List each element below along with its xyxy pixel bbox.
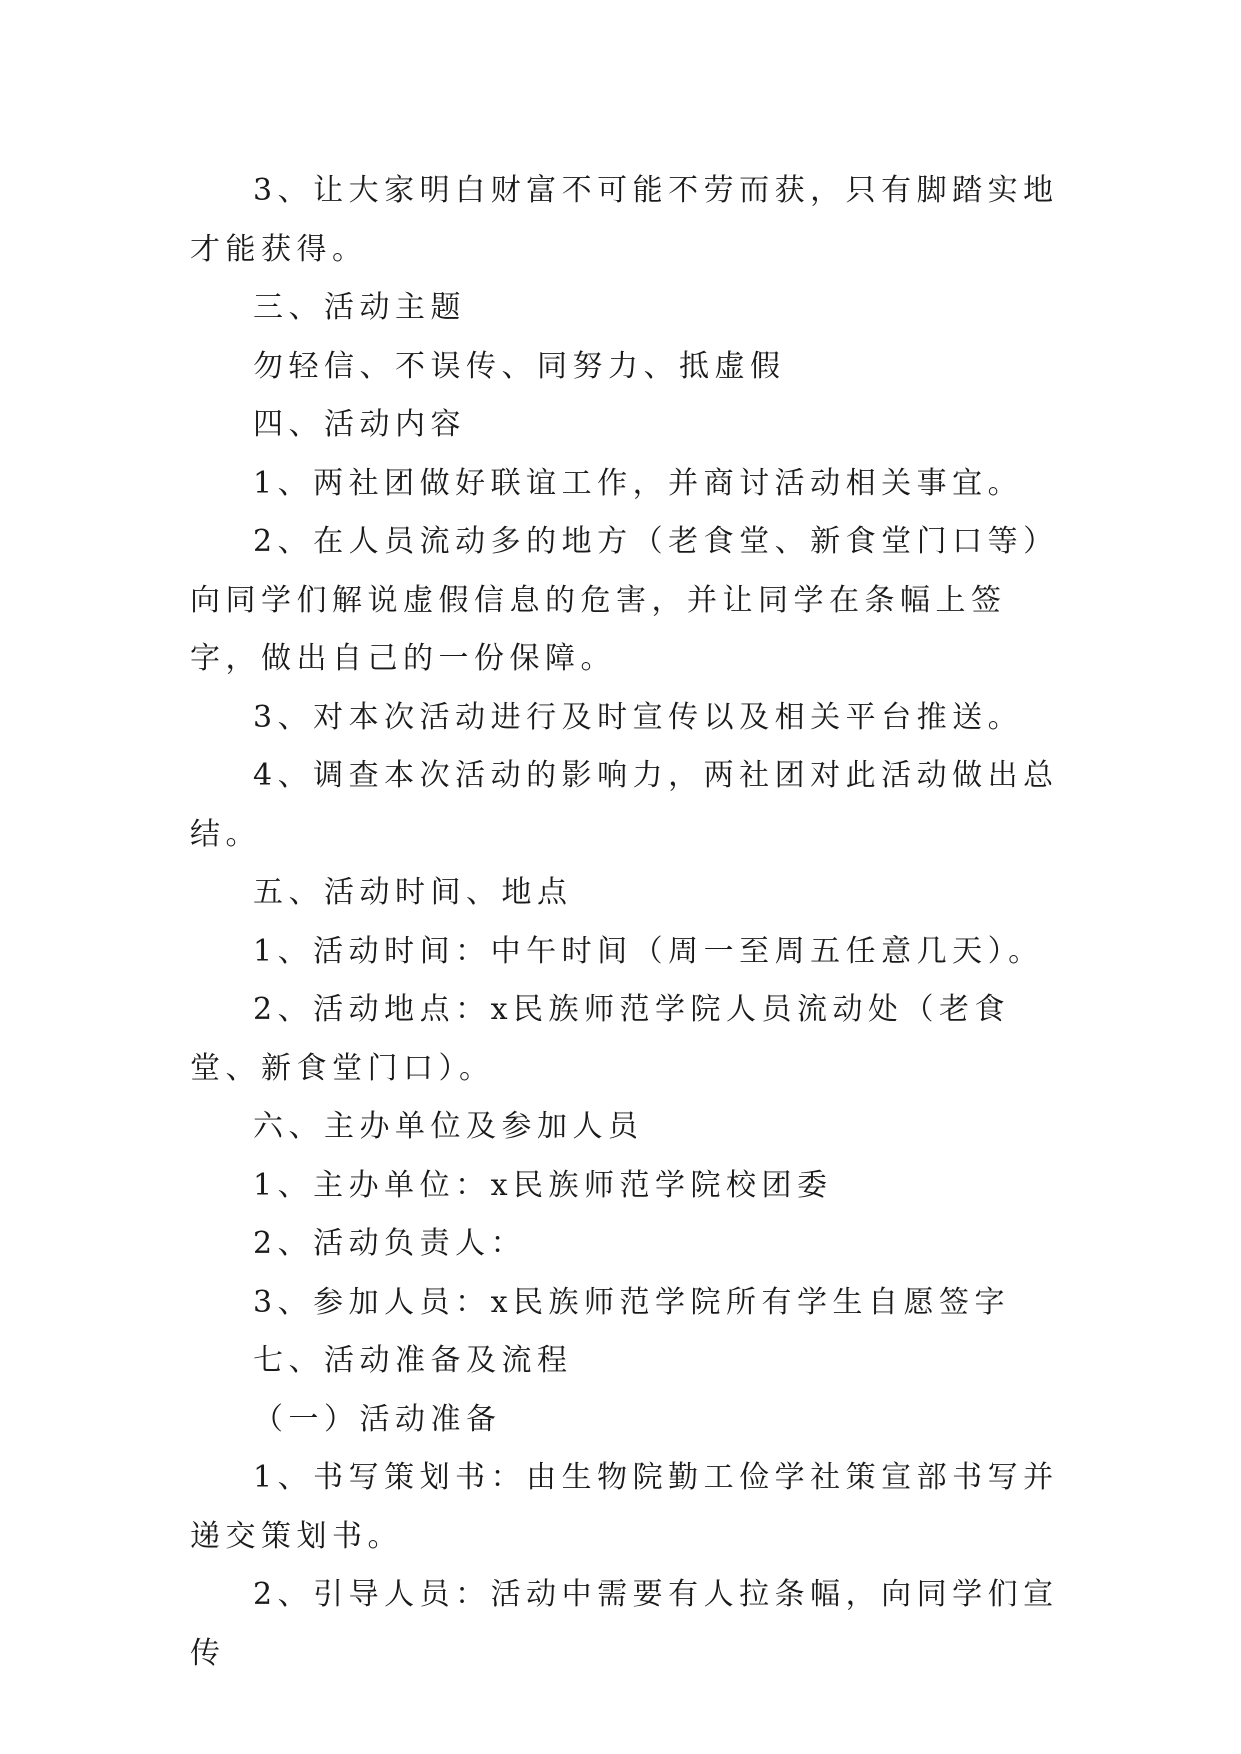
paragraph-participants: 3、参加人员：x民族师范学院所有学生自愿签字	[253, 1284, 1011, 1320]
paragraph-content-3: 3、对本次活动进行及时宣传以及相关平台推送。	[253, 699, 1024, 735]
paragraph-place: 2、活动地点：x民族师范学院人员流动处（老食堂、新食堂门口）。	[190, 992, 1011, 1086]
paragraph-content-4: 4、调查本次活动的影响力，两社团对此活动做出总结。	[190, 758, 1059, 852]
heading-preparation-process: 七、活动准备及流程	[253, 1343, 573, 1378]
paragraph-preparation-2: 2、引导人员：活动中需要有人拉条幅，向同学们宣传	[190, 1577, 1059, 1671]
heading-theme: 三、活动主题	[253, 290, 466, 325]
paragraph-goal-3: 3、让大家明白财富不可能不劳而获，只有脚踏实地才能获得。	[190, 173, 1059, 267]
paragraph-organizer: 1、主办单位：x民族师范学院校团委	[253, 1167, 833, 1203]
paragraph-content-1: 1、两社团做好联谊工作，并商讨活动相关事宜。	[253, 465, 1024, 501]
heading-organizers: 六、主办单位及参加人员	[253, 1109, 644, 1144]
heading-time-place: 五、活动时间、地点	[253, 875, 573, 910]
paragraph-content-2: 2、在人员流动多的地方（老食堂、新食堂门口等）向同学们解说虚假信息的危害，并让同学在条幅上签字，做出自己的一份保障。	[190, 524, 1059, 676]
paragraph-theme: 勿轻信、不误传、同努力、抵虚假	[253, 348, 786, 384]
paragraph-preparation-1: 1、书写策划书：由生物院勤工俭学社策宣部书写并递交策划书。	[190, 1460, 1059, 1554]
document-body	[190, 162, 1070, 1683]
subheading-preparation: （一）活动准备	[253, 1401, 502, 1437]
paragraph-person-in-charge: 2、活动负责人：	[253, 1226, 527, 1261]
heading-content: 四、活动内容	[253, 407, 466, 442]
paragraph-time: 1、活动时间：中午时间（周一至周五任意几天）。	[253, 933, 1044, 969]
